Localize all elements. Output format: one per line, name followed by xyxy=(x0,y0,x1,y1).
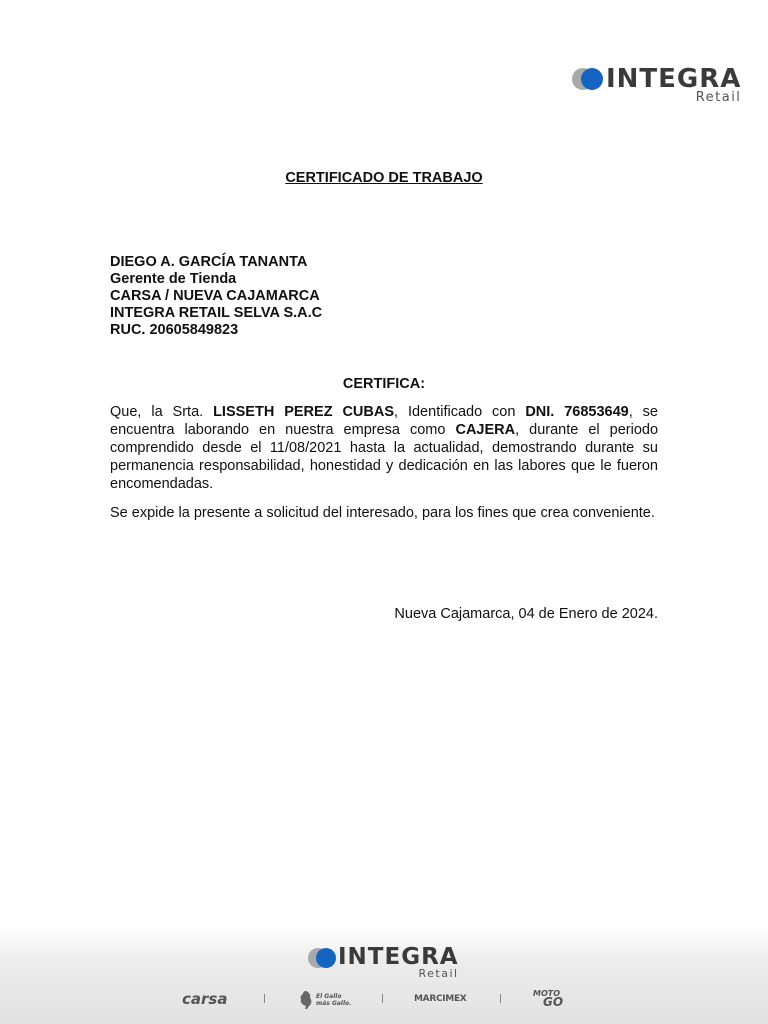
gallo-line2: más Gallo. xyxy=(316,1000,352,1007)
brand-el-gallo-logo xyxy=(298,990,351,1010)
brand-separator xyxy=(500,994,501,1003)
brand-separator xyxy=(382,994,383,1003)
certificate-paragraph xyxy=(110,403,658,493)
brand-motogo-logo xyxy=(533,989,564,1009)
employee-name: LISSETH PEREZ CUBAS xyxy=(213,404,395,420)
footer-logo-subtitle: Retail xyxy=(418,967,459,980)
text-segment: Que, la Srta. xyxy=(110,404,214,420)
footer-banner xyxy=(0,928,768,1024)
brand-separator xyxy=(264,994,265,1003)
employee-role: CAJERA xyxy=(455,422,516,438)
sender-position: Gerente de Tienda xyxy=(110,271,237,287)
brand-carsa-logo: carsa xyxy=(182,990,228,1008)
certifica-heading: CERTIFICA: xyxy=(342,376,426,392)
sender-block xyxy=(110,254,322,339)
issuance-paragraph: Se expide la presente a solicitud del interesado, para los fines que crea conveniente. xyxy=(110,505,655,521)
footer-logo-wordmark: INTEGRA xyxy=(338,944,459,970)
moto-line2: GO xyxy=(543,995,564,1009)
rooster-icon xyxy=(298,990,314,1010)
sender-ruc: RUC. 20605849823 xyxy=(110,322,239,338)
logo-wordmark: INTEGRA xyxy=(606,64,742,94)
employee-dni: DNI. 76853649 xyxy=(525,404,629,420)
document-title: CERTIFICADO DE TRABAJO xyxy=(285,170,483,186)
sender-name: DIEGO A. GARCÍA TANANTA xyxy=(110,254,308,270)
gallo-line1: El Gallo xyxy=(316,993,342,1000)
integra-logo-icon xyxy=(572,66,604,90)
integra-retail-logo xyxy=(572,66,741,104)
moto-line1: MOTO xyxy=(533,989,561,998)
sender-store: CARSA / NUEVA CAJAMARCA xyxy=(110,288,320,304)
sender-company: INTEGRA RETAIL SELVA S.A.C xyxy=(110,305,323,321)
text-segment: , se encuentra laborando en nuestra empresa como xyxy=(110,404,658,438)
integra-logo-icon xyxy=(308,946,336,968)
text-segment: , durante el periodo comprendido desde el 11/08/2021 hasta la actualidad, demostrando durante su permanencia responsabilidad, honestidad y dedicación en las labores que le fueron encomendadas. xyxy=(110,422,659,492)
text-segment: , Identificado con xyxy=(394,404,526,420)
logo-subtitle: Retail xyxy=(695,90,742,105)
place-and-date: Nueva Cajamarca, 04 de Enero de 2024. xyxy=(394,606,658,622)
brand-marcimex-logo: MARCIMEX xyxy=(414,994,467,1004)
footer-integra-logo xyxy=(308,946,459,979)
